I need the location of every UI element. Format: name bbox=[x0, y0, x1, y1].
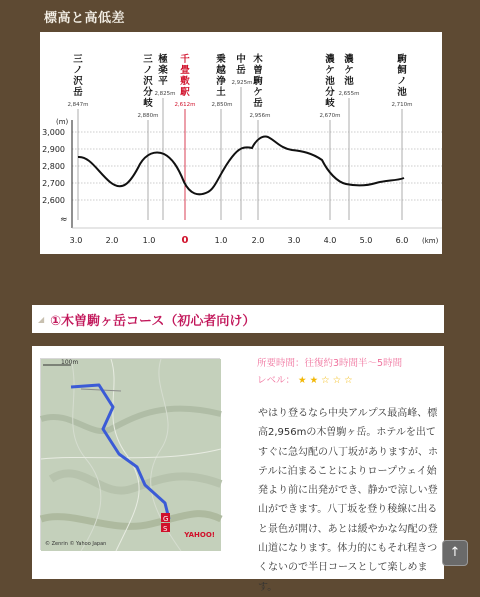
svg-text:G: G bbox=[163, 515, 169, 523]
peak-elevation: 2,612m bbox=[174, 102, 196, 108]
y-tick-label: 2,600 bbox=[42, 196, 65, 205]
map-brand-logo: YAHOO! bbox=[184, 531, 215, 539]
level-stars bbox=[298, 375, 356, 386]
peak-name: 千畳敷駅 bbox=[180, 54, 190, 98]
course-title: ①木曽駒ヶ岳コース（初心者向け） bbox=[50, 314, 256, 329]
course-description: やはり登るなら中央アルプス最高峰、標高2,956mの木曽駒ヶ岳。ホテルを出てすぐに急勾配の八丁坂がありますが、ホテルに泊まることによりロープウェイ始発より前に出発ができ、静かで涼しい登山ができます。八丁坂を登り稜線に出ると景色が開け、あとは緩やかな勾配の登山道になります。体力的にもそれ程きつくないので半日コースとして楽しめます。 bbox=[258, 408, 438, 593]
course-map[interactable] bbox=[40, 358, 220, 550]
peak-name: 極楽平 bbox=[158, 54, 168, 87]
peak-elevation: 2,847m bbox=[67, 102, 89, 108]
course-info bbox=[257, 356, 442, 390]
peak-elevation: 2,655m bbox=[338, 91, 360, 97]
x-tick-label: 1.0 bbox=[214, 236, 228, 245]
star-empty-icon: ☆ bbox=[344, 375, 353, 386]
x-axis-unit: (km) bbox=[422, 237, 439, 245]
section-header bbox=[0, 0, 480, 32]
peak-elevation: 2,710m bbox=[391, 102, 413, 108]
level-rating bbox=[257, 372, 442, 390]
map-copyright: © Zenrin © Yahoo Japan bbox=[45, 541, 107, 547]
peak-name: 駒飼ノ池 bbox=[397, 54, 407, 98]
peak-name: 三ノ沢分岐 bbox=[143, 54, 153, 109]
axis-break-mark: ≈ bbox=[60, 215, 68, 225]
peak-name: 中岳 bbox=[236, 54, 246, 76]
star-filled-icon: ★ bbox=[298, 375, 307, 386]
peak-elevation: 2,825m bbox=[154, 91, 176, 97]
elevation-profile-chart bbox=[40, 32, 442, 254]
peak-elevation: 2,670m bbox=[319, 113, 341, 119]
x-tick-label: 1.0 bbox=[142, 236, 156, 245]
peak-name: 三ノ沢岳 bbox=[73, 54, 83, 98]
y-tick-label: 2,900 bbox=[42, 145, 65, 154]
y-tick-label: 3,000 bbox=[42, 128, 65, 137]
peak-name: 乗越浄土 bbox=[216, 54, 226, 98]
x-tick-label: 2.0 bbox=[105, 236, 119, 245]
peak-elevation: 2,925m bbox=[231, 80, 253, 86]
peak-elevation: 2,880m bbox=[137, 113, 159, 119]
svg-text:S: S bbox=[163, 525, 168, 533]
star-empty-icon: ☆ bbox=[321, 375, 330, 386]
back-to-top-button[interactable] bbox=[442, 540, 468, 566]
x-tick-label: 5.0 bbox=[359, 236, 373, 245]
y-axis-unit: (m) bbox=[56, 118, 69, 126]
x-tick-label: 3.0 bbox=[287, 236, 301, 245]
star-filled-icon: ★ bbox=[309, 375, 319, 386]
x-tick-label: 6.0 bbox=[395, 236, 409, 245]
required-time: 所要時間：往復約3時間半〜5時間 bbox=[257, 358, 403, 369]
triangle-marker-icon: ◢ bbox=[38, 315, 45, 324]
peak-name: 濃ケ池 bbox=[344, 54, 354, 87]
course-title-bar bbox=[32, 305, 444, 333]
star-empty-icon: ☆ bbox=[332, 375, 342, 386]
y-tick-label: 2,800 bbox=[42, 162, 65, 171]
x-tick-label: 4.0 bbox=[323, 236, 337, 245]
course-card bbox=[32, 346, 444, 593]
map-scale: 100m bbox=[61, 359, 79, 366]
arrow-up-icon: ↑ bbox=[449, 545, 461, 560]
peak-elevation: 2,956m bbox=[249, 113, 271, 119]
x-tick-label: 0 bbox=[181, 235, 189, 246]
peak-name: 木曽駒ケ岳 bbox=[253, 54, 263, 109]
section-title: 標高と高低差 bbox=[44, 11, 126, 26]
peak-elevation: 2,850m bbox=[211, 102, 233, 108]
x-tick-label: 3.0 bbox=[69, 236, 83, 245]
x-tick-label: 2.0 bbox=[251, 236, 265, 245]
y-tick-label: 2,700 bbox=[42, 179, 65, 188]
peak-name: 濃ケ池分岐 bbox=[325, 54, 335, 109]
level-label: レベル： bbox=[257, 375, 296, 386]
